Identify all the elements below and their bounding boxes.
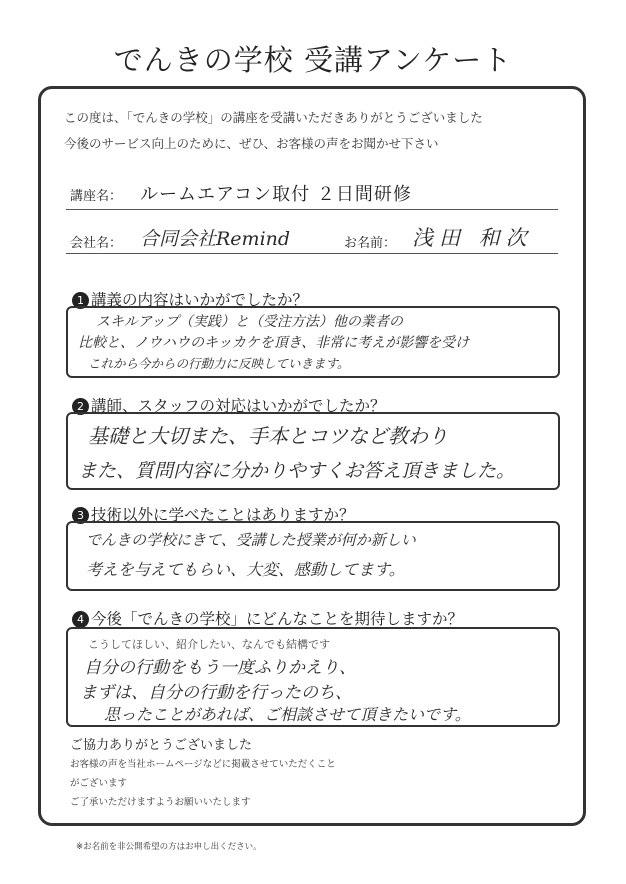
privacy-note: ※お名前を非公開希望の方はお申し出ください。 bbox=[76, 842, 262, 852]
answer-1-line-1: スキルアップ（実践）と（受注方法）他の業者の bbox=[96, 314, 403, 330]
question-1-text: 講義の内容はいかがでしたか？ bbox=[91, 291, 309, 309]
answer-3-line-2: 考えを与えてもらい、大変、感動してます。 bbox=[86, 560, 405, 579]
name-value: 浅田 和次 bbox=[412, 226, 533, 250]
question-number-4: 4 bbox=[72, 611, 89, 628]
answer-4-line-3: 思ったことがあれば、ご相談させて頂きたいです。 bbox=[104, 705, 471, 724]
question-number-3: 3 bbox=[72, 507, 89, 524]
answer-2-line-2: また、質問内容に分かりやすくお答え頂きました。 bbox=[78, 460, 516, 482]
intro-line-1: この度は、「でんきの学校」の講座を受講いただきありがとうございました bbox=[64, 110, 483, 125]
question-2-text: 講師、スタッフの対応はいかがでしたか？ bbox=[91, 397, 386, 415]
answer-box-1[interactable] bbox=[66, 306, 560, 378]
answer-box-3[interactable] bbox=[66, 521, 560, 591]
footer-line-2: がございます bbox=[70, 778, 128, 789]
question-number-2: 2 bbox=[72, 398, 89, 415]
name-underline bbox=[66, 253, 558, 254]
answer-4-line-1: 自分の行動をもう一度ふりかえり、 bbox=[84, 658, 356, 678]
course-name: ルームエアコン取付 ２日間研修 bbox=[140, 184, 412, 205]
company-value: 合同会社Remind bbox=[140, 228, 291, 250]
footer-line-1: お客様の声を当社ホームページなどに掲載させていただくこと bbox=[70, 759, 336, 770]
question-4-text: 今後「でんきの学校」にどんなことを期待しますか？ bbox=[91, 610, 464, 628]
answer-box-2[interactable] bbox=[66, 412, 560, 490]
footer-line-3: ご了承いただけますようお願いいたします bbox=[70, 797, 251, 808]
intro-line-2: 今後のサービス向上のために、ぜひ、お客様の声をお聞かせ下さい bbox=[64, 136, 439, 151]
answer-box-4[interactable] bbox=[66, 627, 560, 727]
course-label: 講座名： bbox=[70, 189, 123, 204]
answer-4-line-2: まずは、自分の行動を行ったのち、 bbox=[80, 683, 352, 703]
question-number-1: 1 bbox=[72, 292, 89, 309]
answer-2-line-1: 基礎と大切また、手本とコツなど教わり bbox=[88, 424, 448, 448]
question-4 bbox=[72, 607, 463, 629]
form-title: でんきの学校 受講アンケート bbox=[113, 43, 513, 77]
question-3-text: 技術以外に学べたことはありますか？ bbox=[91, 506, 355, 524]
thanks-message: ご協力ありがとうございました bbox=[70, 738, 253, 753]
answer-4-hint: こうしてほしい、紹介したい、なんでも結構です bbox=[88, 638, 330, 651]
name-label: お名前： bbox=[344, 236, 397, 251]
answer-1-line-2: 比較と、ノウハウのキッカケを頂き、非常に考えが影響を受け bbox=[78, 335, 470, 351]
course-underline bbox=[66, 209, 558, 210]
answer-3-line-1: でんきの学校にきて、受講した授業が何か新しい bbox=[86, 531, 416, 549]
answer-1-line-3: これから今からの行動力に反映していきます。 bbox=[88, 356, 350, 371]
company-label: 会社名： bbox=[70, 236, 123, 251]
